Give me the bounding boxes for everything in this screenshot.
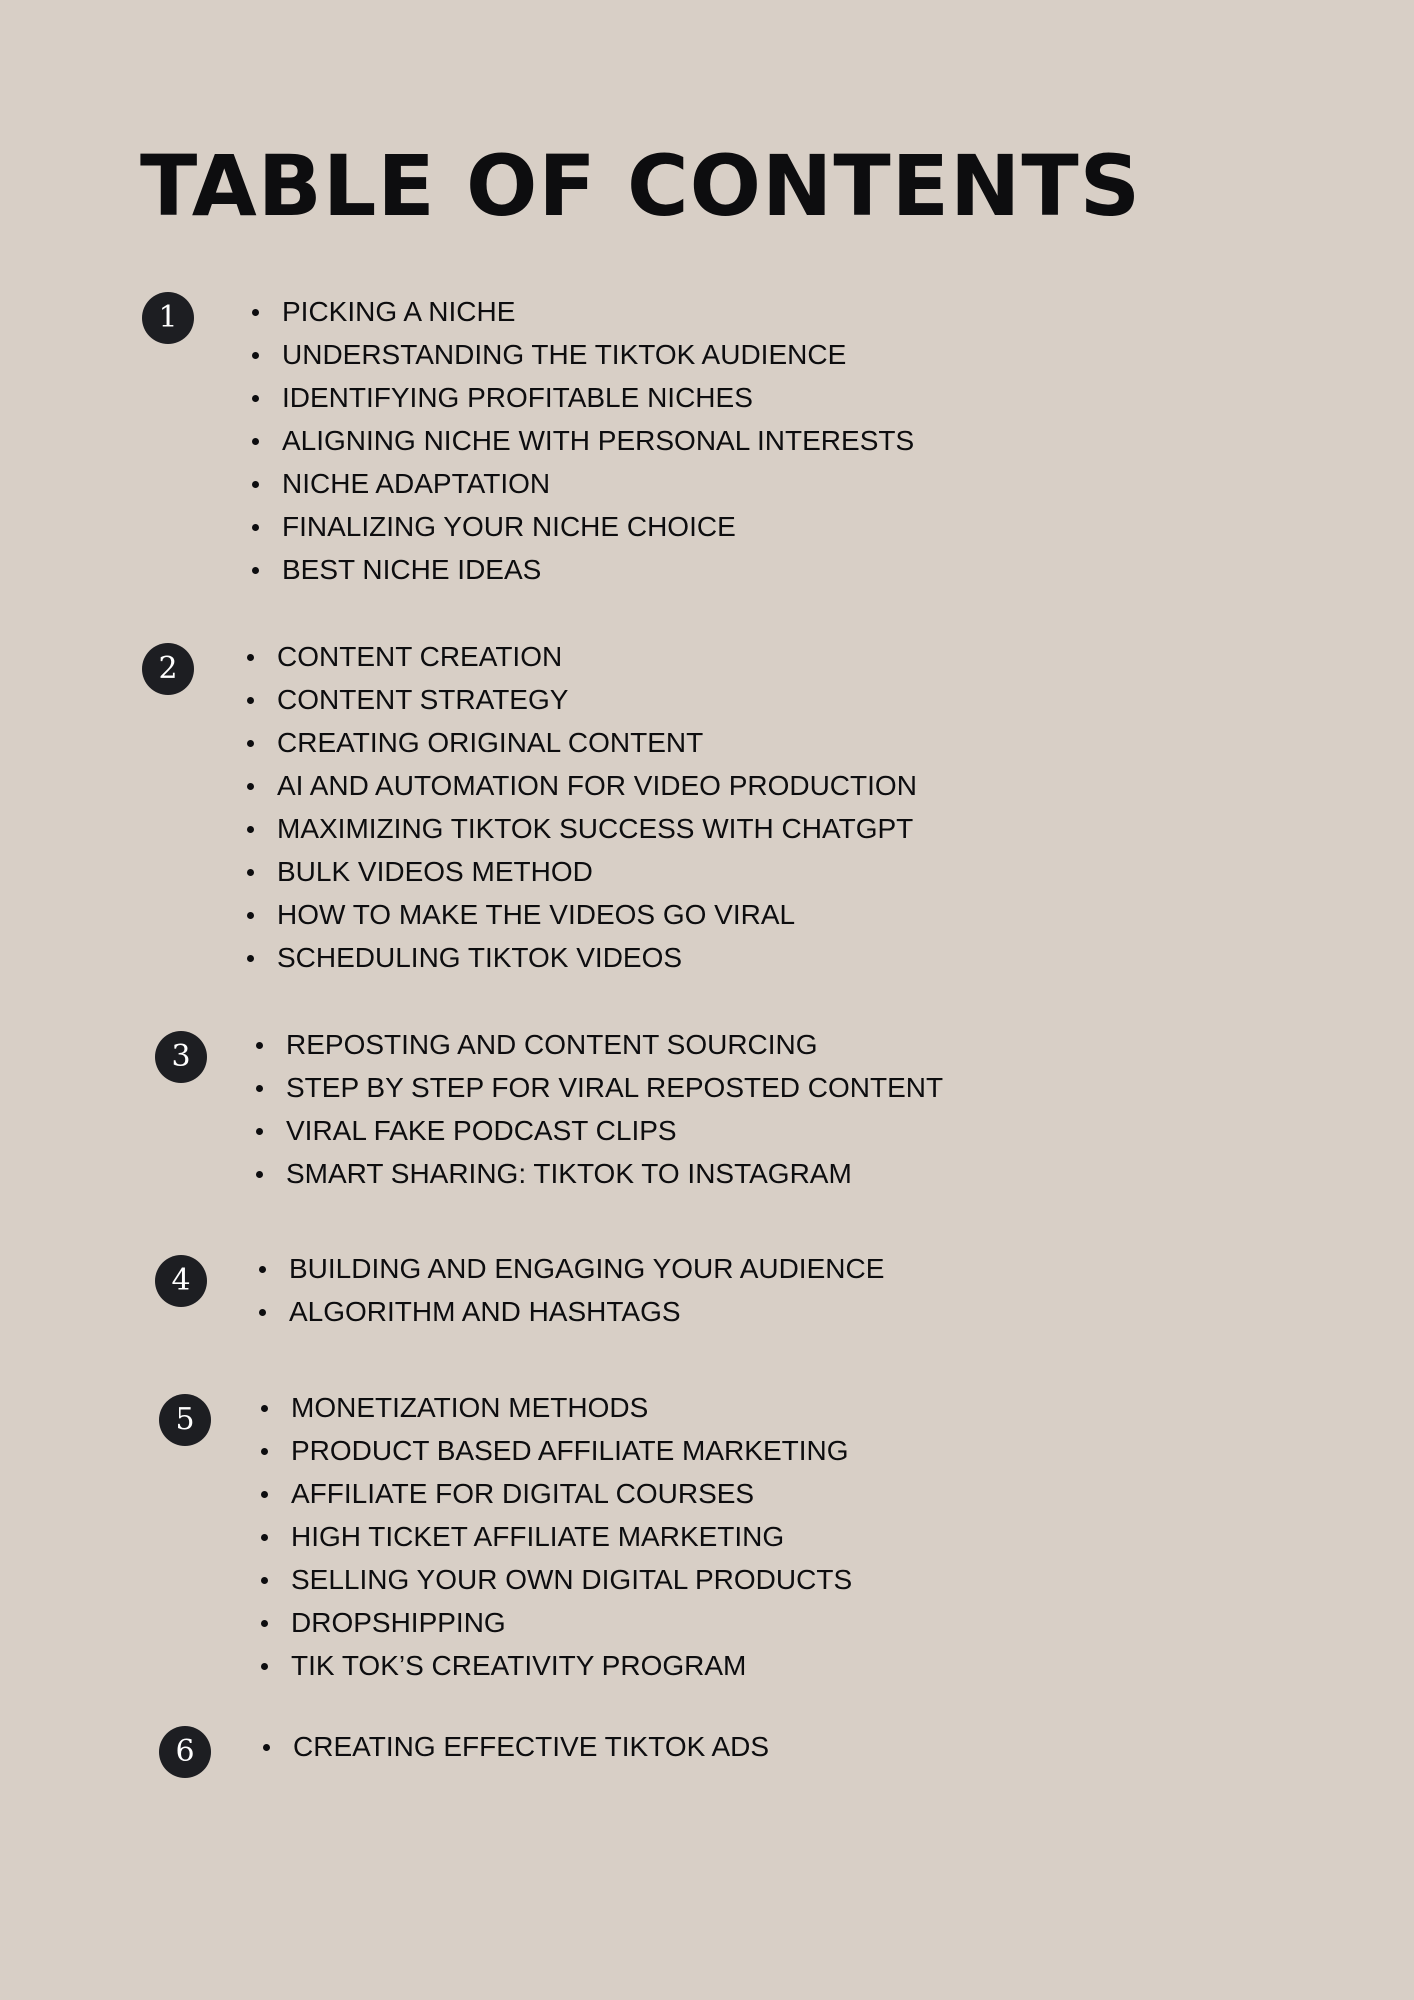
toc-item-label: SELLING YOUR OWN DIGITAL PRODUCTS bbox=[291, 1564, 853, 1595]
bullet-icon bbox=[247, 869, 254, 876]
toc-item[interactable] bbox=[252, 376, 914, 419]
toc-item-label: CREATING EFFECTIVE TIKTOK ADS bbox=[293, 1731, 770, 1762]
toc-item[interactable] bbox=[252, 505, 914, 548]
bullet-icon bbox=[247, 826, 254, 833]
toc-item-label: IDENTIFYING PROFITABLE NICHES bbox=[282, 382, 753, 413]
toc-item-label: HOW TO MAKE THE VIDEOS GO VIRAL bbox=[277, 899, 796, 930]
section-number-badge: 6 bbox=[159, 1726, 211, 1778]
toc-item-label: ALGORITHM AND HASHTAGS bbox=[289, 1296, 681, 1327]
toc-item-label: CONTENT STRATEGY bbox=[277, 684, 569, 715]
toc-item-label: TIK TOK’S CREATIVITY PROGRAM bbox=[291, 1650, 747, 1681]
toc-item[interactable] bbox=[261, 1558, 852, 1601]
bullet-icon bbox=[252, 395, 259, 402]
bullet-icon bbox=[256, 1171, 263, 1178]
page-title: TABLE OF CONTENTS bbox=[140, 137, 1142, 235]
bullet-icon bbox=[261, 1577, 268, 1584]
bullet-icon bbox=[259, 1266, 266, 1273]
bullet-icon bbox=[261, 1663, 268, 1670]
bullet-icon bbox=[247, 912, 254, 919]
toc-item[interactable] bbox=[261, 1429, 852, 1472]
bullet-icon bbox=[256, 1042, 263, 1049]
toc-item-label: UNDERSTANDING THE TIKTOK AUDIENCE bbox=[282, 339, 847, 370]
bullet-icon bbox=[247, 783, 254, 790]
toc-item[interactable] bbox=[256, 1152, 943, 1195]
bullet-icon bbox=[252, 567, 259, 574]
toc-item[interactable] bbox=[261, 1515, 852, 1558]
toc-item[interactable] bbox=[256, 1066, 943, 1109]
section-items-list bbox=[252, 290, 914, 591]
toc-item[interactable] bbox=[256, 1109, 943, 1152]
toc-item-label: BUILDING AND ENGAGING YOUR AUDIENCE bbox=[289, 1253, 885, 1284]
toc-item-label: MONETIZATION METHODS bbox=[291, 1392, 649, 1423]
toc-item[interactable] bbox=[247, 893, 917, 936]
bullet-icon bbox=[252, 309, 259, 316]
section-items-list bbox=[256, 1023, 943, 1195]
section-items-list bbox=[247, 635, 917, 979]
section-number-badge: 1 bbox=[142, 292, 194, 344]
toc-item[interactable] bbox=[261, 1386, 852, 1429]
toc-item[interactable] bbox=[252, 290, 914, 333]
toc-item-label: BULK VIDEOS METHOD bbox=[277, 856, 593, 887]
bullet-icon bbox=[252, 352, 259, 359]
toc-item-label: AI AND AUTOMATION FOR VIDEO PRODUCTION bbox=[277, 770, 917, 801]
bullet-icon bbox=[261, 1534, 268, 1541]
toc-item[interactable] bbox=[256, 1023, 943, 1066]
bullet-icon bbox=[261, 1620, 268, 1627]
bullet-icon bbox=[252, 481, 259, 488]
bullet-icon bbox=[259, 1309, 266, 1316]
toc-item[interactable] bbox=[247, 936, 917, 979]
toc-item-label: MAXIMIZING TIKTOK SUCCESS WITH CHATGPT bbox=[277, 813, 914, 844]
section-items-list bbox=[263, 1725, 769, 1768]
toc-item-label: CREATING ORIGINAL CONTENT bbox=[277, 727, 704, 758]
toc-item[interactable] bbox=[252, 548, 914, 591]
bullet-icon bbox=[261, 1448, 268, 1455]
bullet-icon bbox=[247, 654, 254, 661]
section-number-badge: 4 bbox=[155, 1255, 207, 1307]
bullet-icon bbox=[252, 524, 259, 531]
toc-item-label: AFFILIATE FOR DIGITAL COURSES bbox=[291, 1478, 755, 1509]
section-number-badge: 5 bbox=[159, 1394, 211, 1446]
toc-item[interactable] bbox=[247, 721, 917, 764]
toc-item[interactable] bbox=[252, 333, 914, 376]
section-number-badge: 2 bbox=[142, 643, 194, 695]
toc-item[interactable] bbox=[261, 1472, 852, 1515]
toc-item-label: HIGH TICKET AFFILIATE MARKETING bbox=[291, 1521, 785, 1552]
bullet-icon bbox=[256, 1128, 263, 1135]
bullet-icon bbox=[256, 1085, 263, 1092]
toc-item[interactable] bbox=[247, 635, 917, 678]
toc-item-label: VIRAL FAKE PODCAST CLIPS bbox=[286, 1115, 677, 1146]
toc-item-label: PRODUCT BASED AFFILIATE MARKETING bbox=[291, 1435, 849, 1466]
toc-item[interactable] bbox=[261, 1644, 852, 1687]
toc-item-label: ALIGNING NICHE WITH PERSONAL INTERESTS bbox=[282, 425, 915, 456]
toc-item[interactable] bbox=[247, 850, 917, 893]
section-items-list bbox=[261, 1386, 852, 1687]
toc-item-label: DROPSHIPPING bbox=[291, 1607, 506, 1638]
toc-item-label: PICKING A NICHE bbox=[282, 296, 516, 327]
bullet-icon bbox=[247, 955, 254, 962]
toc-item[interactable] bbox=[252, 462, 914, 505]
bullet-icon bbox=[252, 438, 259, 445]
toc-item[interactable] bbox=[247, 764, 917, 807]
toc-item-label: NICHE ADAPTATION bbox=[282, 468, 551, 499]
toc-item[interactable] bbox=[247, 807, 917, 850]
toc-item[interactable] bbox=[247, 678, 917, 721]
toc-item-label: CONTENT CREATION bbox=[277, 641, 563, 672]
bullet-icon bbox=[261, 1491, 268, 1498]
toc-item-label: SMART SHARING: TIKTOK TO INSTAGRAM bbox=[286, 1158, 852, 1189]
section-items-list bbox=[259, 1247, 884, 1333]
toc-item-label: BEST NICHE IDEAS bbox=[282, 554, 542, 585]
toc-item-label: FINALIZING YOUR NICHE CHOICE bbox=[282, 511, 736, 542]
toc-item[interactable] bbox=[259, 1247, 884, 1290]
bullet-icon bbox=[261, 1405, 268, 1412]
bullet-icon bbox=[247, 740, 254, 747]
toc-item[interactable] bbox=[252, 419, 914, 462]
section-number-badge: 3 bbox=[155, 1031, 207, 1083]
bullet-icon bbox=[263, 1744, 270, 1751]
toc-item[interactable] bbox=[261, 1601, 852, 1644]
toc-item-label: STEP BY STEP FOR VIRAL REPOSTED CONTENT bbox=[286, 1072, 944, 1103]
toc-item-label: SCHEDULING TIKTOK VIDEOS bbox=[277, 942, 683, 973]
toc-item[interactable] bbox=[263, 1725, 769, 1768]
bullet-icon bbox=[247, 697, 254, 704]
toc-item-label: REPOSTING AND CONTENT SOURCING bbox=[286, 1029, 818, 1060]
toc-item[interactable] bbox=[259, 1290, 884, 1333]
